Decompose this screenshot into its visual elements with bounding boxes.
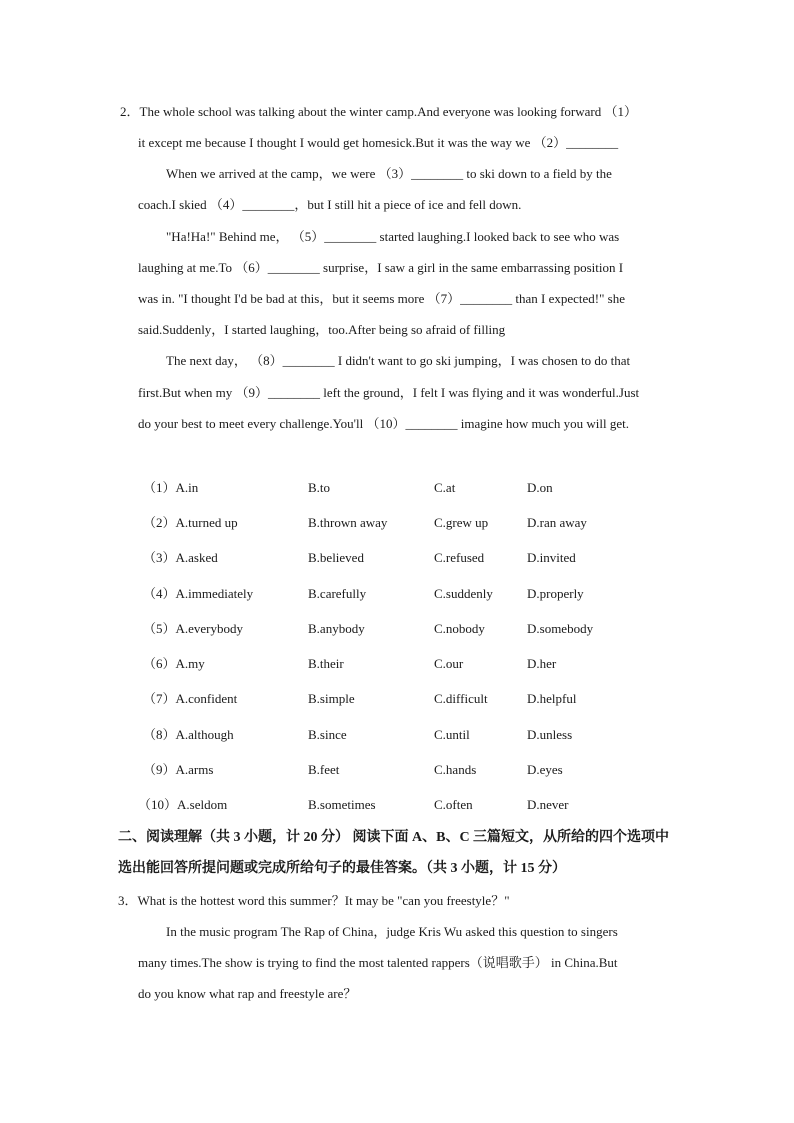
option-b: B.their: [308, 656, 344, 671]
option-b: B.sometimes: [308, 797, 376, 812]
section-heading-line-2: 选出能回答所提问题或完成所给句子的最佳答案。（共 3 小题，计 15 分）: [118, 861, 566, 876]
option-c: C.at: [434, 480, 456, 495]
option-b: B.carefully: [308, 586, 367, 601]
q2-line-5: "Ha!Ha!" Behind me， （5）________ started laughing.I looked back to see who was: [166, 229, 620, 244]
option-c: C.our: [434, 656, 464, 671]
option-d: D.on: [527, 480, 553, 495]
option-a: （9）A.arms: [143, 762, 214, 777]
option-b: B.anybody: [308, 621, 365, 636]
option-c: C.nobody: [434, 621, 485, 636]
q2-line-10: first.But when my （9）________ left the ground，I felt I was flying and it was wonderful.Just: [138, 385, 640, 400]
option-c: C.grew up: [434, 515, 489, 530]
q2-line-1: 2．The whole school was talking about the winter camp.And everyone was looking forward （1）: [120, 104, 637, 119]
option-d: D.helpful: [527, 691, 577, 706]
q2-line-2: it except me because I thought I would get homesick.But it was the way we （2）________: [138, 135, 619, 150]
option-c: C.hands: [434, 762, 477, 777]
option-c: C.until: [434, 727, 470, 742]
q3-line-4: do you know what rap and freestyle are？: [138, 986, 357, 1001]
option-a: （7）A.confident: [143, 691, 238, 706]
option-b: B.believed: [308, 550, 364, 565]
option-c: C.often: [434, 797, 473, 812]
q2-line-6: laughing at me.To （6）________ surprise，I saw a girl in the same embarrassing position I: [138, 260, 624, 275]
q3-line-3: many times.The show is trying to find the most talented rappers（说唱歌手） in China.But: [138, 955, 618, 970]
q3-line-2: In the music program The Rap of China，judge Kris Wu asked this question to singers: [166, 924, 618, 939]
option-b: B.simple: [308, 691, 355, 706]
option-b: B.thrown away: [308, 515, 388, 530]
option-b: B.since: [308, 727, 347, 742]
option-d: D.eyes: [527, 762, 563, 777]
option-a: （10）A.seldom: [138, 797, 228, 812]
option-a: （1）A.in: [143, 480, 199, 495]
option-d: D.ran away: [527, 515, 587, 530]
q3-line-1: 3．What is the hottest word this summer？It may be "can you freestyle？": [118, 893, 510, 908]
option-c: C.refused: [434, 550, 485, 565]
option-a: （5）A.everybody: [143, 621, 244, 636]
q2-line-8: said.Suddenly，I started laughing，too.After being so afraid of filling: [138, 322, 506, 337]
option-d: D.her: [527, 656, 557, 671]
q2-line-4: coach.I skied （4）________，but I still hit a piece of ice and fell down.: [138, 197, 522, 212]
option-a: （3）A.asked: [143, 550, 218, 565]
q2-line-7: was in. "I thought I'd be bad at this，but it seems more （7）________ than I expected!" she: [138, 291, 625, 306]
section-heading-line-1: 二、阅读理解（共 3 小题，计 20 分） 阅读下面 A、B、C 三篇短文，从所给的四个选项中: [118, 830, 670, 845]
option-d: D.properly: [527, 586, 584, 601]
option-d: D.somebody: [527, 621, 594, 636]
option-b: B.to: [308, 480, 331, 495]
option-d: D.never: [527, 797, 569, 812]
option-a: （2）A.turned up: [143, 515, 238, 530]
option-a: （8）A.although: [143, 727, 234, 742]
option-b: B.feet: [308, 762, 340, 777]
option-a: （4）A.immediately: [143, 586, 254, 601]
option-d: D.invited: [527, 550, 576, 565]
q2-line-3: When we arrived at the camp，we were （3）________ to ski down to a field by the: [166, 166, 612, 181]
q2-line-11: do your best to meet every challenge.You'll （10）________ imagine how much you will get.: [138, 416, 629, 431]
option-c: C.difficult: [434, 691, 488, 706]
option-c: C.suddenly: [434, 586, 493, 601]
q2-line-9: The next day， （8）________ I didn't want to go ski jumping，I was chosen to do that: [166, 353, 631, 368]
option-a: （6）A.my: [143, 656, 205, 671]
option-d: D.unless: [527, 727, 573, 742]
